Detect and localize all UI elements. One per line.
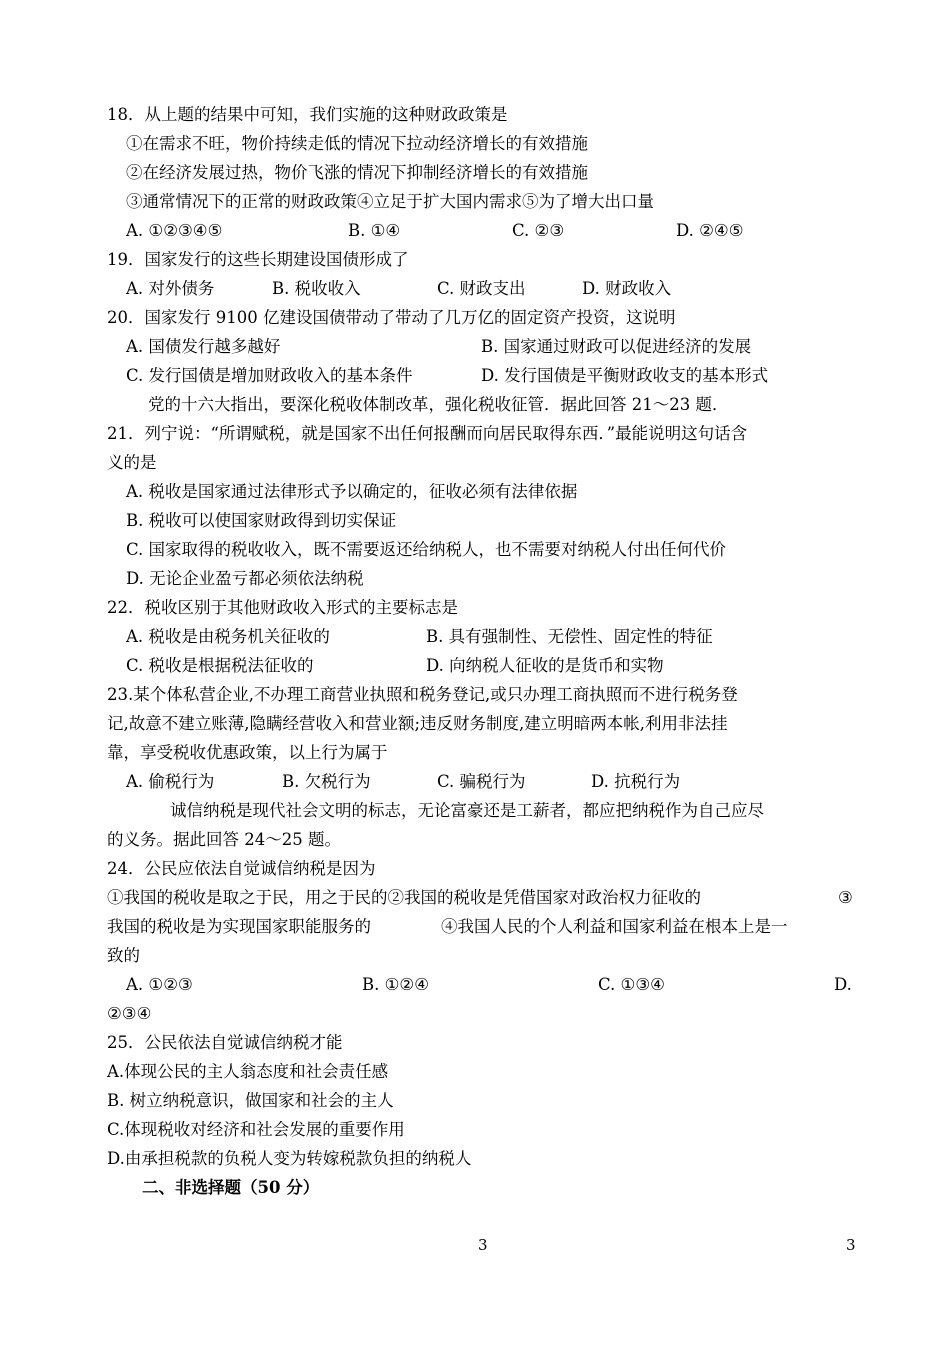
- text-line: A. ①②③④⑤: [126, 221, 223, 240]
- text-line: ①我国的税收是取之于民，用之于民的②我国的税收是凭借国家对政治权力征收的: [107, 888, 701, 907]
- text-line: 诚信纳税是现代社会文明的标志，无论富豪还是工薪者，都应把纳税作为自己应尽: [170, 801, 764, 820]
- text-line: C. 发行国债是增加财政收入的基本条件: [126, 366, 413, 385]
- text-line: ③通常情况下的正常的财政政策④立足于扩大国内需求⑤为了增大出口量: [126, 192, 654, 211]
- text-line: ①在需求不旺，物价持续走低的情况下拉动经济增长的有效措施: [126, 134, 588, 153]
- text-line: 靠，享受税收优惠政策，以上行为属于: [107, 743, 388, 762]
- text-line: B. 税收收入: [272, 279, 361, 298]
- text-line: C. ①③④: [598, 975, 665, 994]
- text-line: B. 欠税行为: [282, 772, 371, 791]
- page-number-right: 3: [846, 1236, 856, 1254]
- text-line: 21．列宁说：“所谓赋税，就是国家不出任何报酬而向居民取得东西．”最能说明这句话含: [107, 424, 748, 443]
- text-line: D. 抗税行为: [591, 772, 681, 791]
- text-line: ④我国人民的个人利益和国家利益在根本上是一: [441, 917, 788, 936]
- text-line: B. ①④: [348, 221, 401, 240]
- text-line: D. 向纳税人征收的是货币和实物: [426, 656, 664, 675]
- text-line: A. 对外债务: [126, 279, 215, 298]
- text-line: C. ②③: [512, 221, 565, 240]
- text-line: C. 税收是根据税法征收的: [126, 656, 314, 675]
- text-line: 二、非选择题（50 分）: [142, 1178, 320, 1197]
- text-line: ③: [838, 888, 853, 907]
- text-line: C. 财政支出: [437, 279, 526, 298]
- text-line: A. ①②③: [126, 975, 193, 994]
- text-line: A.体现公民的主人翁态度和社会责任感: [107, 1062, 389, 1081]
- text-line: 义的是: [107, 453, 157, 472]
- text-line: C. 国家取得的税收收入，既不需要返还给纳税人，也不需要对纳税人付出任何代价: [126, 540, 727, 559]
- text-line: B. 具有强制性、无偿性、固定性的特征: [426, 627, 713, 646]
- text-line: 20．国家发行 9100 亿建设国债带动了带动了几万亿的固定资产投资，这说明: [107, 308, 676, 327]
- text-line: ②在经济发展过热，物价飞涨的情况下抑制经济增长的有效措施: [126, 163, 588, 182]
- text-line: B. 税收可以使国家财政得到切实保证: [126, 511, 397, 530]
- text-line: 致的: [107, 946, 140, 965]
- text-line: 18．从上题的结果中可知，我们实施的这种财政政策是: [107, 105, 508, 124]
- text-line: B. 树立纳税意识，做国家和社会的主人: [107, 1091, 394, 1110]
- text-line: 党的十六大指出，要深化税收体制改革，强化税收征管．据此回答 21～23 题．: [148, 395, 729, 414]
- text-line: D.: [834, 975, 852, 994]
- page-number-center: 3: [478, 1236, 488, 1254]
- text-line: C. 骗税行为: [437, 772, 526, 791]
- text-line: 的义务。据此回答 24～25 题。: [107, 830, 341, 849]
- text-line: D. 财政收入: [582, 279, 672, 298]
- text-line: C.体现税收对经济和社会发展的重要作用: [107, 1120, 405, 1139]
- text-line: 23.某个体私营企业,不办理工商营业执照和税务登记,或只办理工商执照而不进行税务登: [107, 685, 738, 704]
- text-line: A. 偷税行为: [126, 772, 215, 791]
- text-line: ②③④: [107, 1004, 152, 1023]
- text-line: A. 国债发行越多越好: [126, 337, 281, 356]
- text-line: 22．税收区别于其他财政收入形式的主要标志是: [107, 598, 458, 617]
- text-line: 我国的税收是为实现国家职能服务的: [107, 917, 371, 936]
- text-line: D. 发行国债是平衡财政收支的基本形式: [481, 366, 769, 385]
- text-line: D. 无论企业盈亏都必须依法纳税: [126, 569, 364, 588]
- text-line: B. 国家通过财政可以促进经济的发展: [481, 337, 752, 356]
- text-line: A. 税收是国家通过法律形式予以确定的，征收必须有法律依据: [126, 482, 578, 501]
- text-line: 24．公民应依法自觉诚信纳税是因为: [107, 859, 376, 878]
- text-line: D. ②④⑤: [676, 221, 744, 240]
- text-line: 记,故意不建立账薄,隐瞒经营收入和营业额;违反财务制度,建立明暗两本帐,利用非法挂: [107, 714, 728, 733]
- text-line: 25．公民依法自觉诚信纳税才能: [107, 1033, 343, 1052]
- text-line: 19．国家发行的这些长期建设国债形成了: [107, 250, 409, 269]
- text-line: B. ①②④: [362, 975, 429, 994]
- text-line: D.由承担税款的负税人变为转嫁税款负担的纳税人: [107, 1149, 472, 1168]
- text-line: A. 税收是由税务机关征收的: [126, 627, 330, 646]
